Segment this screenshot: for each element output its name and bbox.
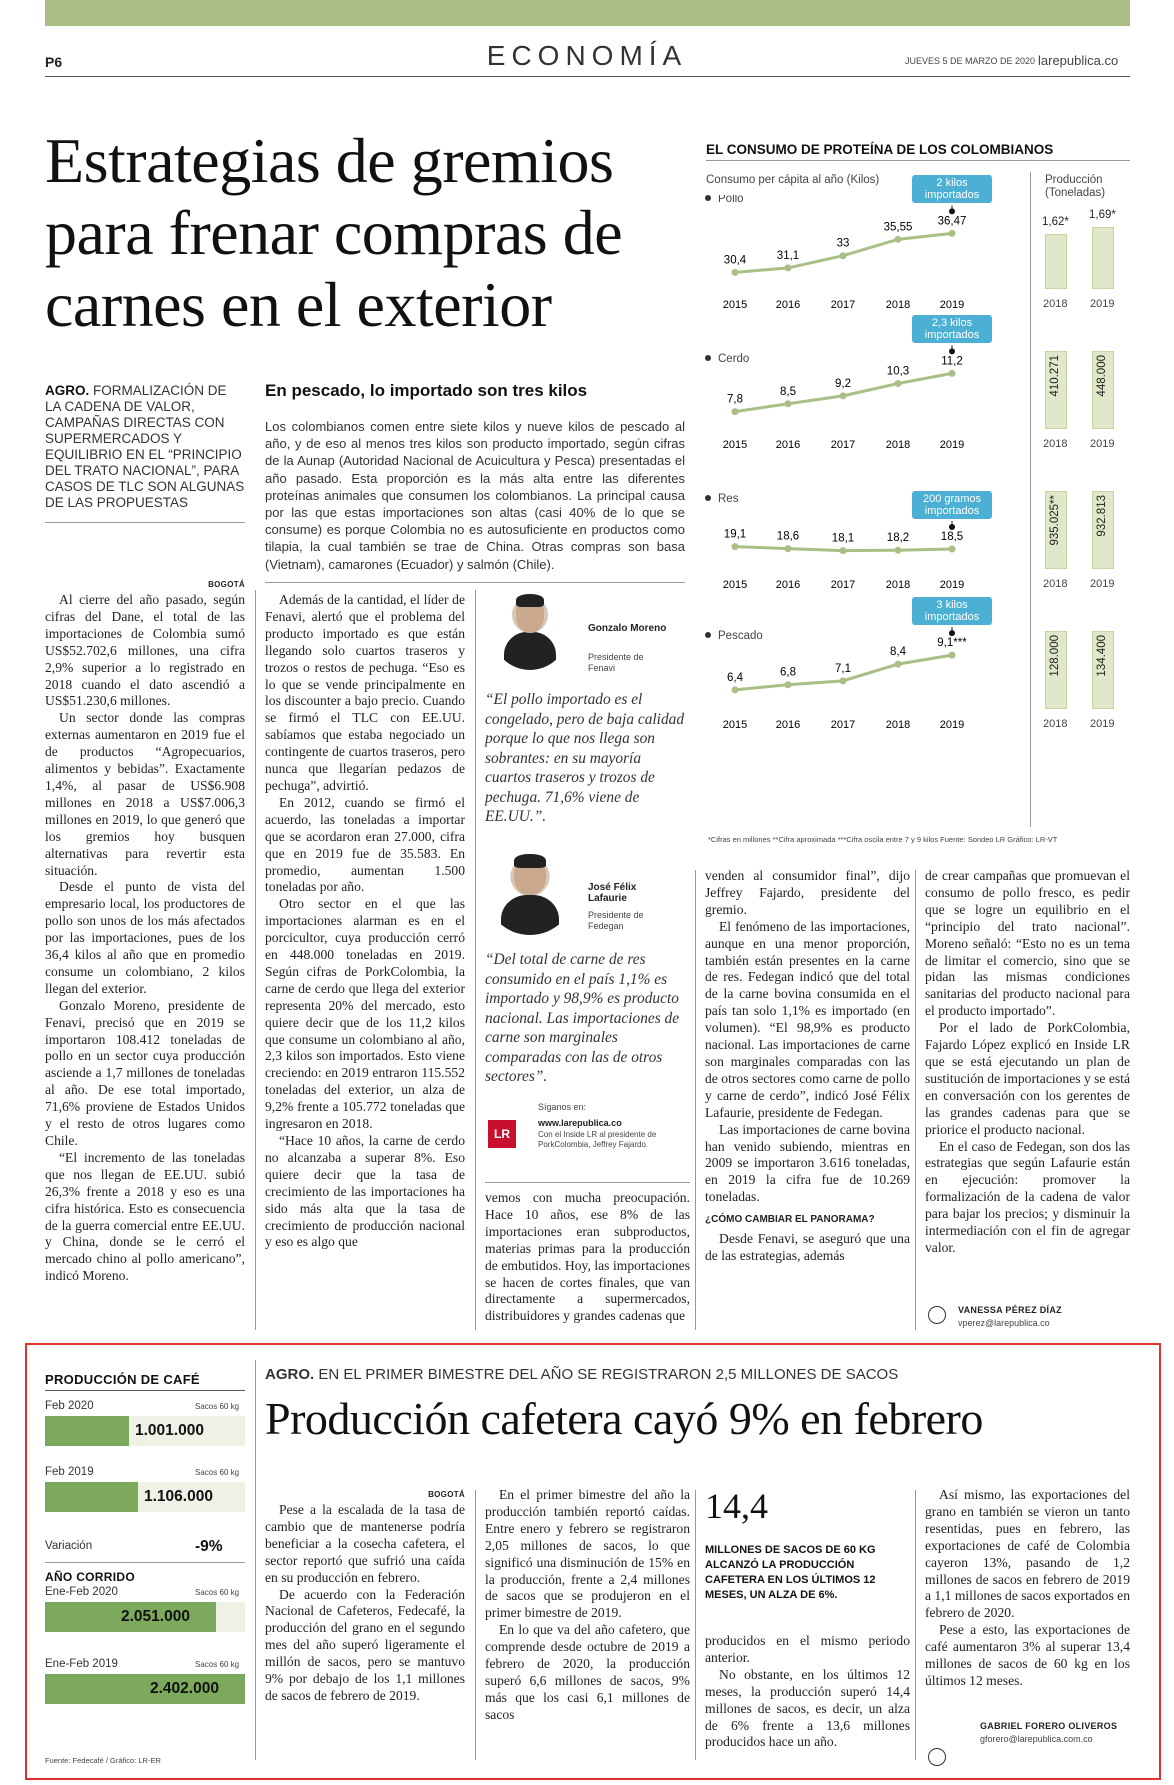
person-role: Presidente de Fedegan xyxy=(588,910,644,931)
production-year: 2019 xyxy=(1090,298,1115,310)
column-rule xyxy=(695,1490,696,1760)
series-bullet xyxy=(705,632,711,638)
chart-title: EL CONSUMO DE PROTEÍNA DE LOS COLOMBIANOS xyxy=(706,142,1054,157)
data-label: 8,5 xyxy=(780,385,796,398)
import-callout: 3 kilos importados xyxy=(912,597,992,625)
article-column-2 xyxy=(265,592,465,1251)
year-tick: 2019 xyxy=(939,579,965,591)
data-label: 10,3 xyxy=(886,365,910,378)
data-point xyxy=(840,252,847,259)
production-value: 128.000 xyxy=(1049,635,1061,677)
data-point xyxy=(785,264,792,271)
headline-line: Estrategias de gremios xyxy=(45,125,614,196)
year-tick: 2017 xyxy=(830,579,856,591)
kicker-label: AGRO. xyxy=(45,383,90,398)
column-rule xyxy=(695,870,696,1330)
article-kicker xyxy=(45,383,245,511)
paragraph: venden al consumidor final”, dijo Jeffrey Fajardo, presidente del gremio. xyxy=(705,868,910,917)
year-tick: 2016 xyxy=(775,579,801,591)
year-tick: 2017 xyxy=(830,439,856,451)
production-bar xyxy=(1092,227,1114,289)
paragraph: Así mismo, las exportaciones del grano en también se vieron un tanto resentidas, pues en febrero, las exportaciones de café de Colombia cayeron 13%, pasando de 1,2 millones de sacos en febrero de 2019 a 1,1 millones de sacos exportados en febrero de 2020. xyxy=(925,1487,1130,1621)
chart-title-rule xyxy=(706,160,1130,161)
person-role: Presidente de Fenavi xyxy=(588,652,644,673)
sidebar-subhead: En pescado, lo importado son tres kilos xyxy=(265,381,588,400)
author-email[interactable]: gforero@larepublica.com.co xyxy=(980,1734,1093,1744)
headline-line: para frenar compras de xyxy=(45,197,623,268)
data-point xyxy=(949,230,956,237)
data-point xyxy=(732,686,739,693)
year-tick: 2018 xyxy=(885,719,911,731)
comment-icon xyxy=(928,1748,946,1766)
data-point xyxy=(840,677,847,684)
production-value: 410.271 xyxy=(1049,355,1061,397)
data-label: 7,8 xyxy=(727,393,743,406)
paragraph: No obstante, en los últimos 12 meses, la producción superó 14,4 millones de sacos, es decir, un alza de 6% frente a 13,6 millones producidos hace un año. xyxy=(705,1666,910,1750)
column-rule xyxy=(915,1490,916,1760)
data-label: 9,1*** xyxy=(937,637,967,650)
follow-link[interactable]: www.larepublica.co xyxy=(538,1118,622,1128)
data-point xyxy=(949,546,956,553)
data-point xyxy=(895,661,902,668)
article-column-3-bottom xyxy=(485,1190,690,1325)
data-label: 33 xyxy=(836,237,850,250)
coffee-column-3 xyxy=(705,1633,910,1751)
intro-rule xyxy=(265,582,685,583)
data-label: 11,2 xyxy=(941,355,963,368)
follow-text: Con el Inside LR al presidente de PorkColombia, Jeffrey Fajardo. xyxy=(538,1130,657,1149)
coffee-bar xyxy=(45,1482,138,1512)
person-name: José Félix Lafaurie xyxy=(588,882,637,904)
series-name: Res xyxy=(718,493,739,505)
import-callout: 200 gramos importados xyxy=(912,491,992,519)
data-point xyxy=(949,652,956,659)
jose-felix-lafaurie-photo xyxy=(485,845,575,935)
series-name: Cerdo xyxy=(718,353,750,365)
data-point xyxy=(732,408,739,415)
data-label: 6,4 xyxy=(727,671,743,684)
data-point xyxy=(895,236,902,243)
coffee-column-2 xyxy=(485,1487,690,1724)
big-number-caption: MILLONES DE SACOS DE 60 KG ALCANZÓ LA PRODUCCIÓN CAFETERA EN LOS ÚLTIMOS 12 MESES, UN ALZA DE 6%. xyxy=(705,1544,876,1601)
data-label: 36,47 xyxy=(937,215,967,228)
year-tick: 2019 xyxy=(939,299,965,311)
location-tag: BOGOTÁ xyxy=(208,580,245,589)
variation-value: -9% xyxy=(195,1538,223,1555)
year-tick: 2015 xyxy=(722,299,748,311)
person-name: Gonzalo Moreno xyxy=(588,623,667,634)
data-label: 6,8 xyxy=(780,666,796,679)
kicker-text: FORMALIZACIÓN DE LA CADENA DE VALOR, CAMPAÑAS DIRECTAS CON SUPERMERCADOS Y EQUILIBRIO EN EL “PRINCIPIO DEL TRATO NACIONAL”, PARA CASOS DE TLC SON ALGUNAS DE LAS PROPUESTAS xyxy=(45,383,245,510)
production-value: 1,62* xyxy=(1042,216,1069,228)
year-tick: 2018 xyxy=(885,299,911,311)
author-email[interactable]: vperez@larepublica.co xyxy=(958,1318,1050,1328)
paragraph: El fenómeno de las importaciones, aunque en una menor proporción, también están presentes en la carne de res. Fedegan indicó que del total de la carne bovina consumida en el país tan solo 1,1% es importado (en volumen). “El 98,9% es producto nacional. Las importaciones de carne son marginales comparadas con las de otros sectores como carne de pollo y carne de cerdo”, indicó José Félix Lafaurie, presidente de Fedegan. xyxy=(705,918,910,1120)
paragraph: “El incremento de las toneladas que nos llegan de EE.UU. subió 26,3% frente a 2018 y eso es una cifra histórica. Esto es consecuencia de la guerra comercial entre EE.UU. y China, donde se le cerró el mercado chino al pollo americano”, indicó Moreno. xyxy=(45,1149,245,1284)
data-label: 30,4 xyxy=(723,254,747,267)
paragraph: Un sector donde las compras externas aumentaron en 2019 fue el de productos “Agropecuarios, alimentos y bebidas”. Exactamente 1,4%, al pasar de US$6.908 millones en 2018 a US$7.006,3 millones en 2019, lo que generó que los gremios hoy busquen alternativas para revertir esta situación. xyxy=(45,710,245,878)
variation-label: Variación xyxy=(45,1540,93,1552)
column-rule xyxy=(915,870,916,1330)
quote-rule xyxy=(485,1182,690,1183)
paragraph: Desde Fenavi, se aseguró que una de las estrategias, además xyxy=(705,1231,910,1263)
data-point xyxy=(785,681,792,688)
data-point xyxy=(732,543,739,550)
big-number: 14,4 xyxy=(705,1486,768,1526)
production-year: 2018 xyxy=(1043,578,1068,590)
production-year: 2018 xyxy=(1043,298,1068,310)
paragraph: En 2012, cuando se firmó el acuerdo, las toneladas a importar que se acordaron eran 27.000, cifra que en 2019 fue de 35.583. En promedio, aumentan 1.500 toneladas por año. xyxy=(265,794,465,895)
production-year: 2018 xyxy=(1043,718,1068,730)
top-color-bar xyxy=(45,0,1130,26)
paragraph: de crear campañas que promuevan el consumo de pollo fresco, es pedir que se logre un equilibrio en el “principio del trato nacional”. Moreno señaló: “Esto no es un tema de limitar el comercio, sino que se pidan las mismas condiciones sanitarias del producto nacional para el producto importado”. xyxy=(925,868,1130,1019)
data-point xyxy=(785,400,792,407)
article-column-1 xyxy=(45,592,245,1285)
coffee-bar-value: 2.402.000 xyxy=(150,1680,219,1697)
paragraph: Pese a esto, las exportaciones de café aumentaron 3% al superar 13,4 millones de sacos de 60 kg en los últimos 12 meses. xyxy=(925,1622,1130,1688)
data-point xyxy=(785,545,792,552)
paragraph: Por el lado de PorkColombia, Fajardo López explicó en Inside LR que se está ejecutando un plan de sustitución de importaciones y se está en conversación con los gerentes de las grandes cadenas para que se priorice el producto nacional. xyxy=(925,1020,1130,1137)
header-rule xyxy=(45,76,1130,77)
pull-quote-1: “El pollo importado es el congelado, pero de baja calidad porque lo que nos llega son sobrantes: en su mayoría cuartos traseros y trozos de pechuga. 71,6% viene de EE.UU.”. xyxy=(485,691,685,825)
kicker-rule xyxy=(45,522,245,523)
data-label: 18,2 xyxy=(886,532,910,545)
headline-line: carnes en el exterior xyxy=(45,269,552,340)
year-tick: 2015 xyxy=(722,439,748,451)
data-label: 18,1 xyxy=(831,532,855,545)
coffee-unit: Sacos 60 kg xyxy=(195,1402,240,1411)
production-value: 932.813 xyxy=(1096,495,1108,537)
paragraph: Gonzalo Moreno, presidente de Fenavi, precisó que en 2019 se importaron 108.412 toneladas de pollo en un sector cuya producción asciende a 1,7 millones de toneladas al año. De ese total importado, 71,6% proviene de Estados Unidos y el resto de otros lugares como Chile. xyxy=(45,997,245,1148)
box-title-rule xyxy=(45,1390,245,1391)
paragraph: “Hace 10 años, la carne de cerdo no alcanzaba a superar 8%. Eso quiere decir que la tasa de crecimiento de las importaciones ha sido más alta que la tasa de crecimiento de producción nacional y eso es algo que xyxy=(265,1133,465,1250)
issue-date: JUEVES 5 DE MARZO DE 2020 xyxy=(905,56,1036,66)
coffee-bar xyxy=(45,1416,129,1446)
data-label: 18,6 xyxy=(776,530,800,543)
paragraph: En el primer bimestre del año la producción también reportó caídas. Entre enero y febrero se registraron 2,05 millones de sacos, lo que significó una disminución de 15% en la producción, frente a 2,4 millones de sacos que se produjeron en el primer bimestre de 2019. xyxy=(485,1487,690,1621)
comment-icon xyxy=(928,1306,946,1324)
pull-quote-2: “Del total de carne de res consumido en el país 1,1% es importado y 98,9% es producto nacional. Las importaciones de carne son marginales comparadas con las de otros sectores”. xyxy=(485,951,680,1085)
coffee-row-label: Ene-Feb 2019 xyxy=(45,1658,118,1670)
series-bullet xyxy=(705,495,711,501)
data-label: 31,1 xyxy=(776,249,800,262)
data-label: 7,1 xyxy=(835,662,851,675)
data-label: 35,55 xyxy=(883,221,913,234)
paragraph: Otro sector en el que las importaciones alarman es en el porcicultor, cuya producción cerró en 448.000 toneladas en 2019. Según cifras de PorkColombia, la carne de cerdo que llega del exterior representa 20% del mercado, esto quiere decir que de los 11,2 kilos que consume un colombiano al año, 2,3 kilos son importados. Esto viene creciendo: en 2019 entraron 115.552 toneladas del exterior, un alza de 9,2% frente a 105.772 toneladas que ingresaron en 2018. xyxy=(265,896,465,1132)
data-point xyxy=(895,547,902,554)
column-rule xyxy=(255,1360,256,1760)
coffee-unit: Sacos 60 kg xyxy=(195,1468,240,1477)
coffee-bar-value: 1.106.000 xyxy=(144,1488,213,1505)
import-callout: 2,3 kilos importados xyxy=(912,315,992,343)
series-name: Pollo xyxy=(718,195,744,205)
coffee-bar-value: 1.001.000 xyxy=(135,1422,204,1439)
import-callout: 2 kilos importados xyxy=(912,175,992,203)
data-point xyxy=(732,269,739,276)
gonzalo-moreno-photo xyxy=(490,585,570,670)
production-year: 2019 xyxy=(1090,718,1115,730)
lr-logo: LR xyxy=(488,1120,516,1148)
production-value: 448.000 xyxy=(1096,355,1108,397)
coffee-source: Fuente: Fedecafé / Gráfico: LR-ER xyxy=(45,1756,161,1765)
data-label: 9,2 xyxy=(835,377,851,390)
kicker-text: EN EL PRIMER BIMESTRE DEL AÑO SE REGISTRARON 2,5 MILLONES DE SACOS xyxy=(314,1366,899,1383)
year-tick: 2018 xyxy=(885,579,911,591)
author-name: VANESSA PÉREZ DÍAZ xyxy=(958,1305,1062,1315)
location-tag: BOGOTÁ xyxy=(428,1490,465,1499)
paragraph: vemos con mucha preocupación. Hace 10 años, ese 8% de las importaciones eran subproductos, materias primas para la producción de embutidos. Hoy, las importaciones se hacen de cortes finales, que van directamente a supermercados, distribuidores y grandes cadenas que xyxy=(485,1190,690,1324)
coffee-headline: Producción cafetera cayó 9% en febrero xyxy=(265,1393,983,1444)
variation-rule xyxy=(45,1562,245,1563)
production-value: 134.400 xyxy=(1096,635,1108,677)
section-title: ECONOMÍA xyxy=(486,40,688,71)
article-column-4 xyxy=(705,868,910,1265)
coffee-column-1 xyxy=(265,1502,465,1705)
sidebar-intro: Los colombianos comen entre siete kilos y nueve kilos de pescado al año, y de eso al menos tres kilos son producto importado, según cifras de la Aunap (Autoridad Nacional de Acuicultura y Pesca) presentadas el año pasado. Esta proporción es la más alta entre las diferentes proteínas animales que consumen los colombianos. La principal causa por las que estas importaciones son altas (casi 40% de lo que se consume) es porque Colombia no es autosuficiente en productos como tilapia, la cual también se trae de China. Otras compras son basa (Vietnam), camarones (Ecuador) y salmón (Chile). xyxy=(265,419,685,572)
year-tick: 2016 xyxy=(775,439,801,451)
coffee-box-title: PRODUCCIÓN DE CAFÉ xyxy=(45,1372,200,1387)
year-tick: 2015 xyxy=(722,719,748,731)
data-label: 8,4 xyxy=(890,646,906,659)
data-label: 18,5 xyxy=(940,531,964,543)
paragraph: Pese a la escalada de la tasa de cambio que de mantenerse podría beneficiar a la cosecha cafetera, el sector reportó que sufrió una caída en su producción en febrero. xyxy=(265,1502,465,1585)
data-label: 19,1 xyxy=(723,528,747,541)
year-tick: 2019 xyxy=(939,719,965,731)
coffee-row-label: Ene-Feb 2020 xyxy=(45,1586,118,1598)
production-label: Producción (Toneladas) xyxy=(1045,174,1106,199)
coffee-unit: Sacos 60 kg xyxy=(195,1588,240,1597)
author-name: GABRIEL FORERO OLIVEROS xyxy=(980,1721,1118,1731)
paragraph: En lo que va del año cafetero, que comprende desde octubre de 2019 a febrero de 2020, la producción superó 6,6 millones de sacos, 9% más que los casi 6,1 millones de sacos xyxy=(485,1622,690,1722)
subsection-heading: ¿CÓMO CAMBIAR EL PANORAMA? xyxy=(705,1214,875,1226)
year-tick: 2016 xyxy=(775,299,801,311)
production-value: 1,69* xyxy=(1089,209,1116,221)
paragraph: producidos en el mismo periodo anterior. xyxy=(705,1633,910,1665)
kicker-label: AGRO. xyxy=(265,1366,315,1383)
paragraph: De acuerdo con la Federación Nacional de Cafeteros, Fedecafé, la producción del grano en el segundo mes del año superó ligeramente el millón de sacos, pero se mantuvo 9% por debajo de los 1,1 millones de sacos de febrero de 2019. xyxy=(265,1586,465,1703)
year-tick: 2018 xyxy=(885,439,911,451)
production-year: 2019 xyxy=(1090,438,1115,450)
data-point xyxy=(840,392,847,399)
paragraph: Desde el punto de vista del empresario local, los productores de pollo son unos de los más afectados por las importaciones, pues de los 36,4 kilos al año que en promedio consume un colombiano, 2 kilos llegan del exterior. xyxy=(45,879,245,996)
site-url[interactable]: larepublica.co xyxy=(1038,53,1119,68)
data-point xyxy=(949,370,956,377)
production-value: 935.025** xyxy=(1049,495,1061,546)
coffee-unit: Sacos 60 kg xyxy=(195,1660,240,1669)
data-point xyxy=(895,380,902,387)
main-headline xyxy=(45,125,705,341)
paragraph: En el caso de Fedegan, son dos las estrategias que según Lafaurie están en ejecución: promover la formalización de la cadena de valor para bajar los precios; y disminuir la intermediación con el fin de agregar valor. xyxy=(925,1138,1130,1255)
article-column-5 xyxy=(925,868,1130,1257)
year-tick: 2017 xyxy=(830,719,856,731)
column-rule xyxy=(255,590,256,1330)
coffee-bar-value: 2.051.000 xyxy=(121,1608,190,1625)
page-number: P6 xyxy=(45,54,63,70)
year-tick: 2019 xyxy=(939,439,965,451)
ytd-title: AÑO CORRIDO xyxy=(45,1570,135,1584)
series-bullet xyxy=(705,355,711,361)
chart-divider xyxy=(1030,172,1031,827)
coffee-column-4 xyxy=(925,1487,1130,1690)
series-bullet xyxy=(705,195,711,201)
data-point xyxy=(840,547,847,554)
coffee-row-label: Feb 2020 xyxy=(45,1400,94,1412)
year-tick: 2015 xyxy=(722,579,748,591)
paragraph: Las importaciones de carne bovina han venido subiendo, mientras en 2009 se importaron 3.616 toneladas, en 2019 la cifra fue de 10.269 toneladas. xyxy=(705,1121,910,1205)
chart-ylabel: Consumo per cápita al año (Kilos) xyxy=(706,174,880,186)
chart-notes: *Cifras en millones **Cifra aproximada ***Cifra oscila entre 7 y 9 kilos Fuente: Sondeo LR Gráfico: LR-VT xyxy=(708,835,1058,844)
paragraph: Al cierre del año pasado, según cifras del Dane, el total de las importaciones de Colombia sumó US$52.702,6 millones, una cifra 2,9% superior a lo registrado en 2018 cuando el dato ascendió a US$51.230,6 millones. xyxy=(45,592,245,709)
production-year: 2018 xyxy=(1043,438,1068,450)
paragraph: Además de la cantidad, el líder de Fenavi, alertó que el problema del producto importado es que están llegando solo cuartos traseros y trozos o restos de pechuga. “Eso es lo que se vende principalmente en los discounter a bajo precio. Cuando se firmó el TLC con EE.UU. sabíamos que estaba negociado un contingente de cuartos traseros, pero nunca que llegarían pedazos de pechuga”, advirtió. xyxy=(265,592,465,793)
column-rule xyxy=(475,590,476,1330)
year-tick: 2017 xyxy=(830,299,856,311)
coffee-row-label: Feb 2019 xyxy=(45,1466,94,1478)
year-tick: 2016 xyxy=(775,719,801,731)
column-rule xyxy=(475,1490,476,1760)
production-year: 2019 xyxy=(1090,578,1115,590)
coffee-kicker xyxy=(265,1366,898,1383)
series-name: Pescado xyxy=(718,630,763,642)
production-bar xyxy=(1045,234,1067,289)
follow-label: Síganos en: xyxy=(538,1102,587,1112)
